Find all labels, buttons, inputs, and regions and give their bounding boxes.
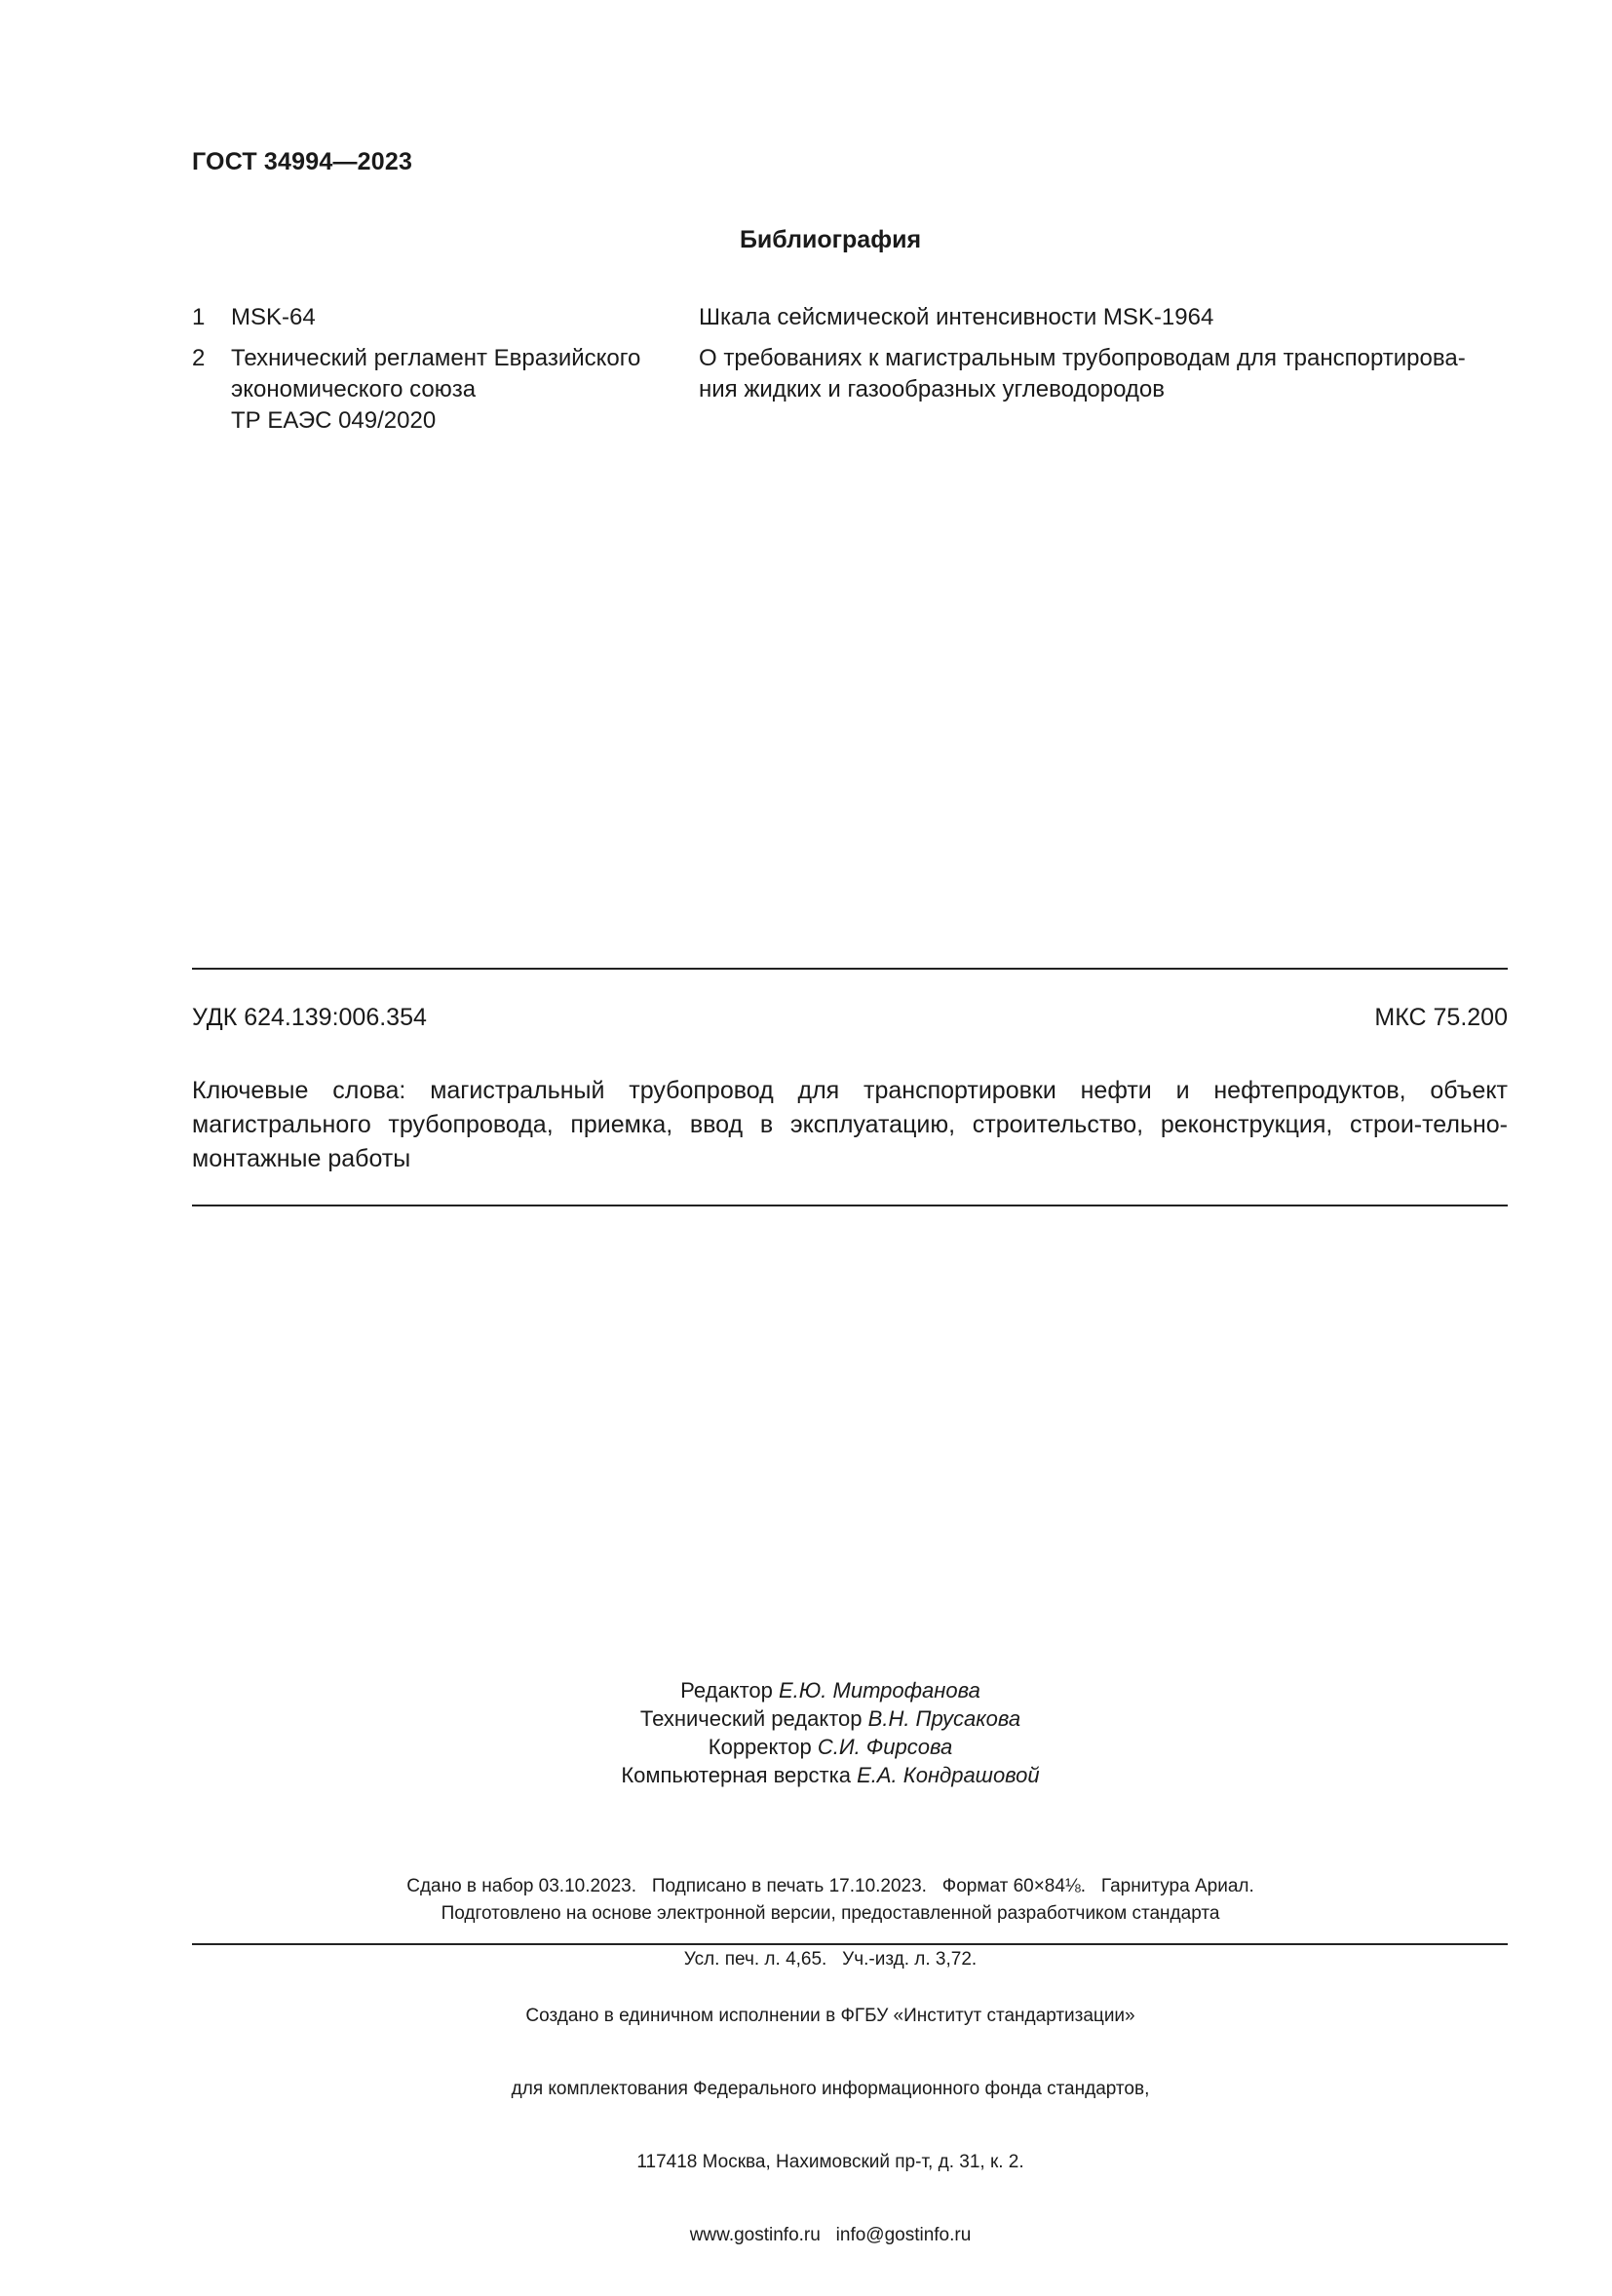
- footer-line: для комплектования Федерального информационного фонда стандартов,: [511, 2079, 1150, 2099]
- keywords-paragraph: Ключевые слова: магистральный трубопровод для транспортировки нефти и нефтепродуктов, объект магистрального трубопровода, приемка, ввод в эксплуатацию, строительство, реконструкция, строи-тельно-монтажные работы: [192, 1077, 1508, 1172]
- credit-name: С.И. Фирсова: [817, 1735, 953, 1759]
- bibliography-item-reference: MSK-64: [231, 304, 316, 330]
- divider-footer: [192, 1943, 1508, 1945]
- credit-line: [49, 1733, 1612, 1761]
- prepared-note: Подготовлено на основе электронной версии, предоставленной разработчиком стандарта: [441, 1903, 1220, 1924]
- credit-line: [49, 1676, 1612, 1704]
- publisher-footer: [0, 1955, 1612, 2296]
- bibliography-title: Библиография: [739, 226, 922, 253]
- bibliography-item-description: Шкала сейсмической интенсивности MSK-1964: [699, 304, 1214, 330]
- imprint-line: Усл. печ. л. 4,65. Уч.-изд. л. 3,72.: [683, 1949, 978, 1970]
- credit-name: Е.А. Кондрашовой: [857, 1763, 1040, 1787]
- editorial-credits: [0, 1676, 1612, 1789]
- credit-role: Корректор: [708, 1735, 812, 1759]
- credit-name: Е.Ю. Митрофанова: [779, 1678, 980, 1703]
- credit-line: [49, 1704, 1612, 1733]
- bibliography-item-description: О требованиях к магистральным трубопроводам для транспортирова- ния жидких и газообразных углеводородов: [699, 345, 1466, 402]
- udk-code: УДК 624.139:006.354: [192, 1004, 427, 1031]
- credit-role: Технический редактор: [639, 1706, 863, 1731]
- bibliography-item-reference: Технический регламент Евразийского экономического союза ТР ЕАЭС 049/2020: [231, 345, 641, 434]
- standard-code: ГОСТ 34994—2023: [192, 148, 413, 175]
- footer-line: www.gostinfo.ru info@gostinfo.ru: [689, 2225, 972, 2245]
- credit-name: В.Н. Прусакова: [867, 1706, 1021, 1731]
- imprint-line: Сдано в набор 03.10.2023. Подписано в печать 17.10.2023. Формат 60×84⅛. Гарнитура Ариал.: [406, 1876, 1254, 1896]
- divider-top: [192, 968, 1508, 970]
- divider-keywords: [192, 1205, 1508, 1206]
- credit-role: Компьютерная верстка: [621, 1763, 851, 1787]
- bibliography-item-number: 2: [192, 345, 206, 371]
- bibliography-item: [192, 343, 1508, 437]
- credit-role: Редактор: [680, 1678, 773, 1703]
- bibliography-item-number: 1: [192, 304, 206, 330]
- footer-line: 117418 Москва, Нахимовский пр-т, д. 31, к. 2.: [636, 2152, 1024, 2172]
- bibliography-list: [192, 302, 1508, 446]
- bibliography-item: [192, 302, 1508, 333]
- credit-line: [49, 1761, 1612, 1789]
- mks-code: МКС 75.200: [1374, 1004, 1508, 1031]
- footer-line: Создано в единичном исполнении в ФГБУ «Институт стандартизации»: [525, 2006, 1135, 2026]
